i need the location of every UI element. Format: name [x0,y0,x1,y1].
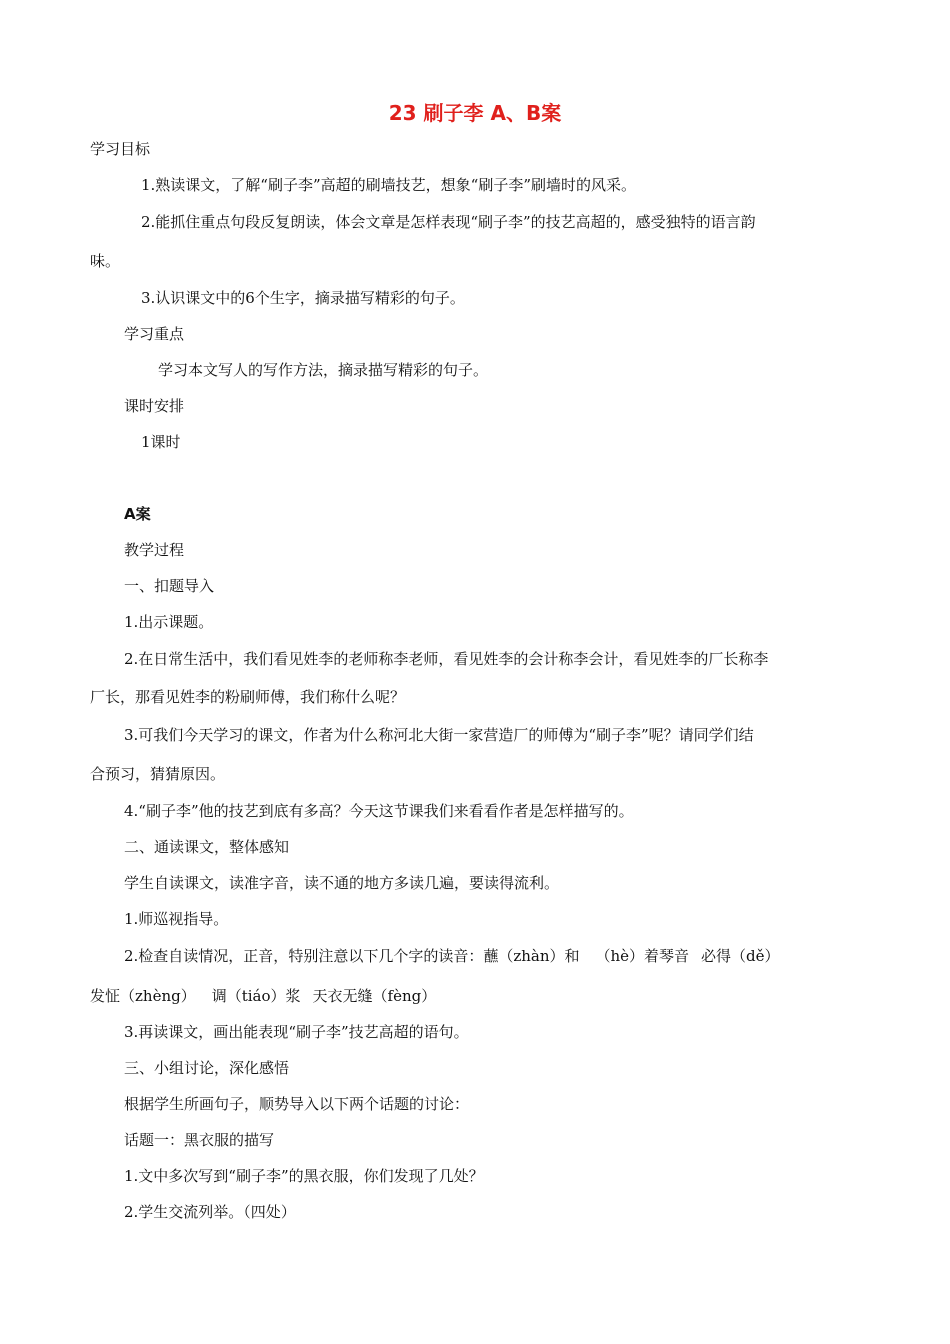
topic-1-item-2: 2.学生交流列举。（四处） [124,1203,296,1221]
section-2-item-2-line-2 [90,986,436,1006]
pronunciation-part-c: 必得（dě） [701,947,780,965]
pronunciation-part-f: 天衣无缝（fèng） [312,987,437,1005]
objectives-heading: 学习目标 [90,140,151,158]
plan-a-heading: A案 [124,505,151,523]
schedule-heading: 课时安排 [124,397,185,415]
topic-1-heading: 话题一：黑衣服的描写 [124,1131,275,1149]
section-1-heading: 一、扣题导入 [124,577,215,595]
pronunciation-part-e: 调（tiáo）浆 [211,987,301,1005]
pronunciation-part-b: （hè）着琴音 [595,947,690,965]
section-2-intro: 学生自读课文，读准字音，读不通的地方多读几遍，要读得流利。 [124,874,560,892]
focus-heading: 学习重点 [124,325,185,343]
section-1-item-2-line-2: 厂长，那看见姓李的粉刷师傅，我们称什么呢？ [90,688,406,706]
section-2-item-1: 1.师巡视指导。 [124,910,229,928]
topic-1-item-1: 1.文中多次写到“刷子李”的黑衣服，你们发现了几处？ [124,1167,484,1185]
section-1-item-3-line-1: 3.可我们今天学习的课文，作者为什么称河北大街一家营造厂的师傅为“刷子李”呢？请同学们结 [124,726,754,744]
section-1-item-4: 4.“刷子李”他的技艺到底有多高？今天这节课我们来看看作者是怎样描写的。 [124,802,634,820]
objective-item-2-line-2: 味。 [90,252,121,270]
section-3-heading: 三、小组讨论，深化感悟 [124,1059,290,1077]
section-2-heading: 二、通读课文，整体感知 [124,838,290,856]
section-2-item-3: 3.再读课文，画出能表现“刷子李”技艺高超的语句。 [124,1023,469,1041]
focus-text: 学习本文写人的写作方法，摘录描写精彩的句子。 [158,361,489,379]
schedule-text: 1课时 [141,433,181,451]
process-heading: 教学过程 [124,541,185,559]
section-1-item-2-line-1: 2.在日常生活中，我们看见姓李的老师称李老师，看见姓李的会计称李会计，看见姓李的厂长称李 [124,650,769,668]
section-1-item-3-line-2: 合预习，猜猜原因。 [90,765,226,783]
section-1-item-1: 1.出示课题。 [124,613,214,631]
objective-item-3: 3.认识课文中的6个生字，摘录描写精彩的句子。 [141,289,465,307]
pronunciation-part-d: 发怔（zhèng） [90,987,196,1005]
section-2-item-2-line-1 [124,946,780,966]
objective-item-2-line-1: 2.能抓住重点句段反复朗读，体会文章是怎样表现“刷子李”的技艺高超的，感受独特的语言韵 [141,213,756,231]
document-title: 23 刷子李 A、B案 [388,101,562,125]
pronunciation-part-a: 2.检查自读情况，正音，特别注意以下几个字的读音：蘸（zhàn）和 [124,947,580,965]
section-3-intro: 根据学生所画句子，顺势导入以下两个话题的讨论： [124,1095,470,1113]
objective-item-1: 1.熟读课文，了解“刷子李”高超的刷墙技艺，想象“刷子李”刷墙时的风采。 [141,176,636,194]
